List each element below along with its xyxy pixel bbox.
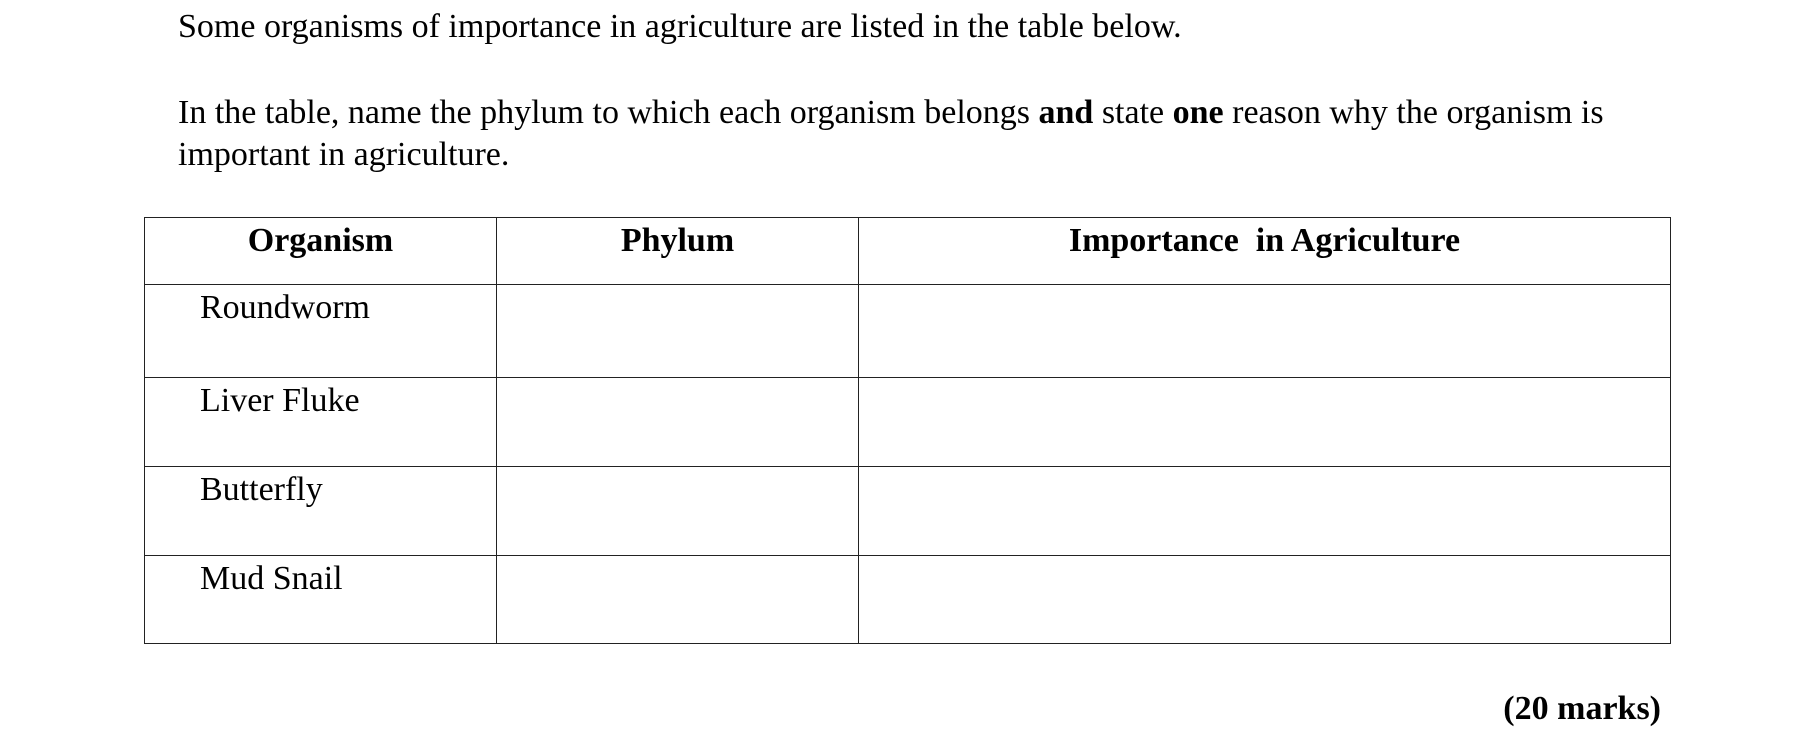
importance-answer-cell[interactable] [859,378,1671,467]
organism-cell: Butterfly [145,467,497,556]
header-phylum: Phylum [497,218,859,285]
instruction-part-3: reason why the organism is important in agriculture. [178,94,1604,173]
importance-answer-cell[interactable] [859,285,1671,378]
organism-cell: Mud Snail [145,556,497,644]
instruction-part-1: In the table, name the phylum to which each organism belongs [178,94,1039,131]
table-header-row [145,218,1671,285]
phylum-answer-cell[interactable] [497,467,859,556]
intro-text: Some organisms of importance in agriculture are listed in the table below. [178,8,1182,45]
header-importance: Importance in Agriculture [859,218,1671,285]
instruction-part-2: state [1093,94,1173,131]
phylum-answer-cell[interactable] [497,378,859,467]
table-row [145,378,1671,467]
table-row [145,285,1671,378]
phylum-answer-cell[interactable] [497,285,859,378]
instruction-text [178,92,1618,176]
table-row [145,556,1671,644]
organism-cell: Liver Fluke [145,378,497,467]
importance-answer-cell[interactable] [859,467,1671,556]
header-organism: Organism [145,218,497,285]
organism-cell: Roundworm [145,285,497,378]
phylum-answer-cell[interactable] [497,556,859,644]
organism-table [144,217,1671,644]
marks-label: (20 marks) [1503,690,1661,727]
table-row [145,467,1671,556]
instruction-bold-one: one [1172,94,1224,131]
instruction-bold-and: and [1038,94,1094,131]
importance-answer-cell[interactable] [859,556,1671,644]
